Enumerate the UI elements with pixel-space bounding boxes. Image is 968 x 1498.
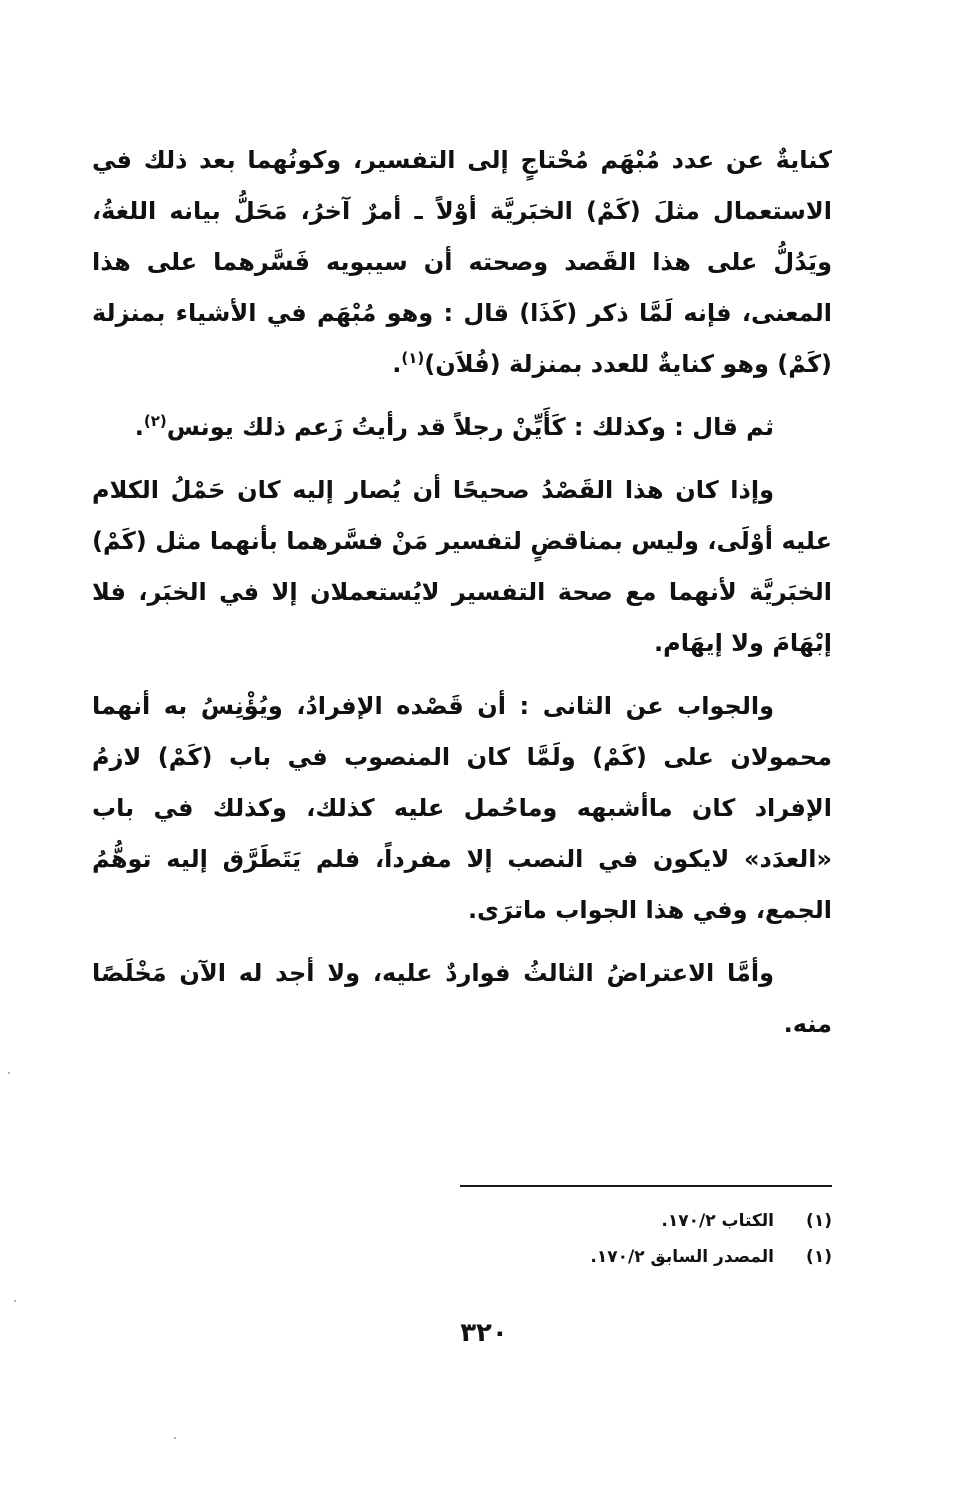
footnote-1-text: الكتاب ١٧٠/٢. <box>661 1211 774 1231</box>
paragraph-5 <box>92 948 832 1050</box>
paragraph-2-period: . <box>134 413 144 441</box>
scan-speck <box>174 1437 176 1439</box>
paragraph-3 <box>92 465 832 669</box>
scan-speck <box>8 1072 10 1074</box>
footnote-divider <box>460 1185 832 1187</box>
paragraph-4-text: والجواب عن الثانى : أن قَصْده الإفرادُ، ويُؤْنِسُ به أنهما محمولان على (كَمْ) ولَمَّا كان المنصوب في باب (كَمْ) لازمُ الإفراد كان ماأشبهه وماحُمل عليه كذلك، وكذلك في باب «العدَد» لايكون في النصب إلا مفرداً، فلم يَتَطَرَّق إليه توهُّمُ الجمع، وفي هذا الجواب ماترَى. <box>92 692 832 924</box>
footnote-ref-1: (١) <box>401 349 425 367</box>
paragraph-2 <box>92 402 832 453</box>
paragraph-1-period: . <box>392 350 402 378</box>
paragraph-3-text: وإذا كان هذا القَصْدُ صحيحًا أن يُصار إليه كان حَمْلُ الكلام عليه أوْلَى، وليس بمناقضٍ لتفسير مَنْ فسَّرهما بأنهما مثل (كَمْ) الخبَريَّة لأنهما مع صحة التفسير لايُستعملان إلا في الخبَر، فلا إبْهَامَ ولا إيهَام. <box>92 476 832 657</box>
scan-speck <box>14 1300 16 1302</box>
page-number: ٣٢٠ <box>460 1318 508 1348</box>
footnote-2 <box>460 1239 832 1275</box>
paragraph-4 <box>92 681 832 936</box>
paragraph-1-text: كنايةٌ عن عدد مُبْهَم مُحْتاجٍ إلى التفسير، وكونُهما بعد ذلك في الاستعمال مثلَ (كَمْ) الخبَريَّة أوْلاً ـ أمرٌ آخرُ، مَحَلُّ بيانه اللغةُ، ويَدُلُّ على هذا القَصد وصحته أن سيبويه فَسَّرهما على هذا المعنى، فإنه لَمَّا ذكر (كَذَا) قال : وهو مُبْهَم في الأشياء بمنزلة (كَمْ) وهو كنايةٌ للعدد بمنزلة (فُلاَن) <box>92 146 832 378</box>
footnotes <box>460 1203 832 1275</box>
footnote-1 <box>460 1203 832 1239</box>
paragraph-2-text: ثم قال : وكذلك : كَأَيِّنْ رجلاً قد رأيتُ زَعم ذلك يونس <box>166 413 774 441</box>
footnote-2-number: (١) <box>806 1247 832 1267</box>
paragraph-1 <box>92 135 832 390</box>
footnote-1-number: (١) <box>806 1211 832 1231</box>
footnote-ref-2: (٢) <box>143 412 167 430</box>
footnote-2-text: المصدر السابق ١٧٠/٢. <box>590 1247 774 1267</box>
paragraph-5-text: وأمَّا الاعتراضُ الثالثُ فواردٌ عليه، ولا أجد له الآن مَخْلَصًا منه. <box>92 959 832 1038</box>
main-text <box>92 135 832 1062</box>
